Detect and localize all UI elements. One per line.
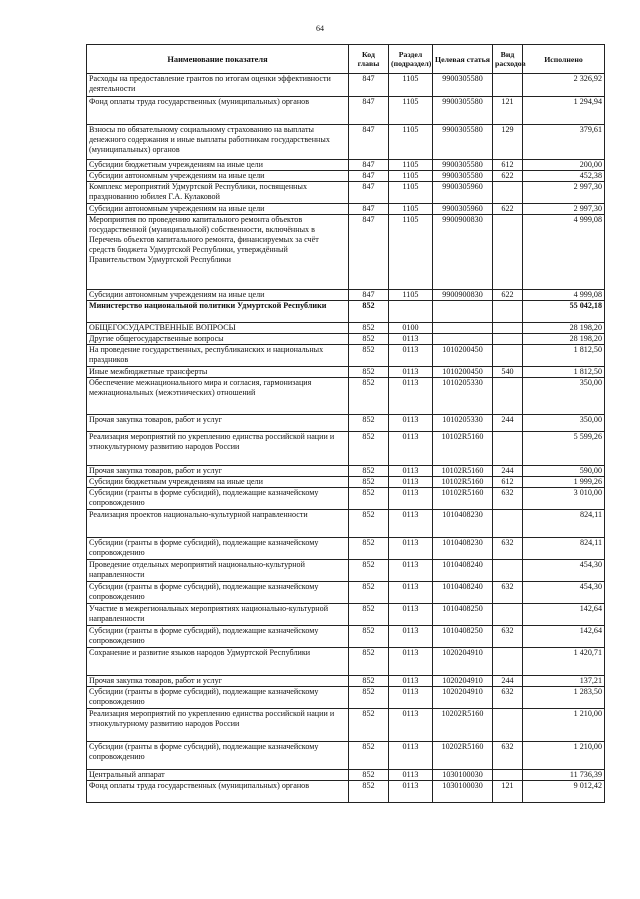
row-amount-cell: 1 812,50 (523, 345, 605, 367)
row-code-cell: 852 (349, 687, 389, 709)
row-name-cell: Реализация мероприятий по укреплению единства российской нации и этнокультурному развитию народов России (87, 432, 349, 466)
row-code-cell: 852 (349, 676, 389, 687)
row-target-cell (433, 334, 493, 345)
row-section-cell: 0113 (389, 488, 433, 510)
table-row (87, 538, 605, 560)
header-type: Вид расходов (493, 45, 523, 74)
row-type-cell (493, 323, 523, 334)
row-code-cell: 852 (349, 488, 389, 510)
row-name-cell: Субсидии (гранты в форме субсидий), подлежащие казначейскому сопровождению (87, 582, 349, 604)
table-row (87, 781, 605, 803)
table-row (87, 74, 605, 97)
row-section-cell: 0113 (389, 466, 433, 477)
row-section-cell: 0113 (389, 538, 433, 560)
row-amount-cell: 2 997,30 (523, 182, 605, 204)
row-amount-cell: 5 599,26 (523, 432, 605, 466)
row-name-cell: Министерство национальной политики Удмуртской Республики (87, 301, 349, 323)
row-amount-cell: 142,64 (523, 604, 605, 626)
row-amount-cell: 4 999,08 (523, 215, 605, 290)
row-amount-cell: 824,11 (523, 538, 605, 560)
row-section-cell: 1105 (389, 182, 433, 204)
row-section-cell: 1105 (389, 171, 433, 182)
row-name-cell: Субсидии (гранты в форме субсидий), подлежащие казначейскому сопровождению (87, 742, 349, 770)
row-amount-cell: 1 210,00 (523, 742, 605, 770)
row-amount-cell: 1 999,26 (523, 477, 605, 488)
row-code-cell: 852 (349, 323, 389, 334)
row-amount-cell: 1 210,00 (523, 709, 605, 742)
row-code-cell: 852 (349, 626, 389, 648)
row-section-cell: 0113 (389, 781, 433, 803)
table-row (87, 182, 605, 204)
row-code-cell: 852 (349, 538, 389, 560)
row-amount-cell: 824,11 (523, 510, 605, 538)
row-target-cell: 9900305580 (433, 125, 493, 160)
row-amount-cell: 2 997,30 (523, 204, 605, 215)
page-number: 64 (316, 24, 324, 33)
row-target-cell: 9900305580 (433, 171, 493, 182)
row-target-cell: 10202R5160 (433, 709, 493, 742)
row-target-cell: 1020204910 (433, 648, 493, 676)
table-body (87, 74, 605, 803)
row-section-cell: 0113 (389, 334, 433, 345)
row-code-cell: 852 (349, 301, 389, 323)
table-row (87, 160, 605, 171)
row-code-cell: 847 (349, 74, 389, 97)
table-row (87, 582, 605, 604)
row-section-cell: 0113 (389, 432, 433, 466)
row-amount-cell: 350,00 (523, 378, 605, 415)
row-name-cell: Реализация мероприятий по укреплению единства российской нации и этнокультурному развитию народов России (87, 709, 349, 742)
row-type-cell: 622 (493, 290, 523, 301)
table-row (87, 687, 605, 709)
row-name-cell: На проведение государственных, республиканских и национальных праздников (87, 345, 349, 367)
table-row (87, 204, 605, 215)
row-target-cell: 10102R5160 (433, 432, 493, 466)
table-row (87, 301, 605, 323)
row-name-cell: Взносы по обязательному социальному страхованию на выплаты денежного содержания и иные выплаты работникам государственных (муниципальных) органов (87, 125, 349, 160)
header-target: Целевая статья (433, 45, 493, 74)
row-type-cell: 244 (493, 676, 523, 687)
row-code-cell: 852 (349, 648, 389, 676)
table-header-row (87, 45, 605, 74)
row-code-cell: 852 (349, 582, 389, 604)
row-code-cell: 852 (349, 560, 389, 582)
row-type-cell: 632 (493, 582, 523, 604)
row-target-cell: 1010200450 (433, 367, 493, 378)
table-row (87, 125, 605, 160)
table-row (87, 626, 605, 648)
row-section-cell: 0113 (389, 560, 433, 582)
row-type-cell (493, 648, 523, 676)
row-type-cell: 632 (493, 687, 523, 709)
row-target-cell (433, 323, 493, 334)
row-section-cell: 0113 (389, 626, 433, 648)
row-section-cell: 1105 (389, 160, 433, 171)
row-code-cell: 847 (349, 125, 389, 160)
row-amount-cell: 200,00 (523, 160, 605, 171)
row-target-cell: 1010408250 (433, 604, 493, 626)
row-target-cell (433, 301, 493, 323)
row-name-cell: Прочая закупка товаров, работ и услуг (87, 466, 349, 477)
row-name-cell: Участие в межрегиональных мероприятиях национально-культурной направленности (87, 604, 349, 626)
row-target-cell: 1030100030 (433, 781, 493, 803)
row-type-cell: 121 (493, 97, 523, 125)
row-section-cell (389, 301, 433, 323)
row-name-cell: Иные межбюджетные трансферты (87, 367, 349, 378)
row-name-cell: Обеспечение межнационального мира и согласия, гармонизация межнациональных (межэтнических) отношений (87, 378, 349, 415)
table-row (87, 477, 605, 488)
row-target-cell: 10202R5160 (433, 742, 493, 770)
table-row (87, 345, 605, 367)
row-section-cell: 1105 (389, 97, 433, 125)
row-code-cell: 847 (349, 171, 389, 182)
row-section-cell: 0113 (389, 477, 433, 488)
table-row (87, 378, 605, 415)
row-code-cell: 847 (349, 204, 389, 215)
row-code-cell: 852 (349, 378, 389, 415)
row-name-cell: Субсидии автономным учреждениям на иные цели (87, 171, 349, 182)
row-code-cell: 852 (349, 781, 389, 803)
row-type-cell: 121 (493, 781, 523, 803)
row-section-cell: 1105 (389, 290, 433, 301)
row-name-cell: Расходы на предоставление грантов по итогам оценки эффективности деятельности (87, 74, 349, 97)
row-section-cell: 0113 (389, 709, 433, 742)
row-name-cell: Прочая закупка товаров, работ и услуг (87, 415, 349, 432)
row-amount-cell: 1 420,71 (523, 648, 605, 676)
row-type-cell: 622 (493, 204, 523, 215)
row-amount-cell: 142,64 (523, 626, 605, 648)
row-section-cell: 0113 (389, 604, 433, 626)
row-code-cell: 847 (349, 182, 389, 204)
row-target-cell: 9900900830 (433, 215, 493, 290)
row-amount-cell: 11 736,39 (523, 770, 605, 781)
table-row (87, 415, 605, 432)
row-amount-cell: 28 198,20 (523, 334, 605, 345)
table-row (87, 742, 605, 770)
row-section-cell: 0113 (389, 676, 433, 687)
row-amount-cell: 55 042,18 (523, 301, 605, 323)
row-target-cell: 9900305580 (433, 160, 493, 171)
row-section-cell: 0113 (389, 582, 433, 604)
table-row (87, 215, 605, 290)
row-amount-cell: 1 283,50 (523, 687, 605, 709)
table-row (87, 323, 605, 334)
row-type-cell (493, 709, 523, 742)
table-row (87, 488, 605, 510)
row-section-cell: 1105 (389, 215, 433, 290)
row-amount-cell: 1 294,94 (523, 97, 605, 125)
row-name-cell: Субсидии бюджетным учреждениям на иные цели (87, 477, 349, 488)
row-target-cell: 9900305960 (433, 182, 493, 204)
row-amount-cell: 2 326,92 (523, 74, 605, 97)
row-type-cell: 244 (493, 415, 523, 432)
row-name-cell: Субсидии автономным учреждениям на иные цели (87, 290, 349, 301)
table-row (87, 709, 605, 742)
header-code: Код главы (349, 45, 389, 74)
row-name-cell: Другие общегосударственные вопросы (87, 334, 349, 345)
table-row (87, 290, 605, 301)
row-amount-cell: 1 812,50 (523, 367, 605, 378)
row-code-cell: 847 (349, 97, 389, 125)
row-name-cell: Субсидии автономным учреждениям на иные цели (87, 204, 349, 215)
table-row (87, 466, 605, 477)
row-type-cell (493, 74, 523, 97)
row-target-cell: 1010200450 (433, 345, 493, 367)
table-row (87, 432, 605, 466)
row-target-cell: 9900900830 (433, 290, 493, 301)
row-name-cell: Фонд оплаты труда государственных (муниципальных) органов (87, 781, 349, 803)
row-section-cell: 0100 (389, 323, 433, 334)
row-amount-cell: 452,38 (523, 171, 605, 182)
row-type-cell (493, 770, 523, 781)
row-section-cell: 0113 (389, 687, 433, 709)
row-code-cell: 847 (349, 215, 389, 290)
row-target-cell: 1030100030 (433, 770, 493, 781)
row-code-cell: 852 (349, 466, 389, 477)
row-type-cell (493, 432, 523, 466)
row-amount-cell: 4 999,08 (523, 290, 605, 301)
row-code-cell: 852 (349, 709, 389, 742)
row-name-cell: Проведение отдельных мероприятий национально-культурной направленности (87, 560, 349, 582)
row-target-cell: 1010408240 (433, 582, 493, 604)
row-code-cell: 847 (349, 290, 389, 301)
row-section-cell: 0113 (389, 367, 433, 378)
table-row (87, 367, 605, 378)
row-target-cell: 10102R5160 (433, 466, 493, 477)
table-row (87, 770, 605, 781)
row-name-cell: Реализация проектов национально-культурной направленности (87, 510, 349, 538)
row-section-cell: 0113 (389, 415, 433, 432)
row-code-cell: 852 (349, 334, 389, 345)
row-type-cell: 244 (493, 466, 523, 477)
row-section-cell: 1105 (389, 74, 433, 97)
row-code-cell: 847 (349, 160, 389, 171)
row-amount-cell: 137,21 (523, 676, 605, 687)
row-target-cell: 1010408230 (433, 538, 493, 560)
row-type-cell: 540 (493, 367, 523, 378)
row-type-cell: 632 (493, 538, 523, 560)
header-section: Раздел (подраздел) (389, 45, 433, 74)
header-name: Наименование показателя (87, 45, 349, 74)
row-name-cell: Прочая закупка товаров, работ и услуг (87, 676, 349, 687)
row-name-cell: Сохранение и развитие языков народов Удмуртской Республики (87, 648, 349, 676)
row-code-cell: 852 (349, 770, 389, 781)
row-type-cell (493, 301, 523, 323)
row-type-cell (493, 510, 523, 538)
table-row (87, 334, 605, 345)
table-row (87, 510, 605, 538)
row-code-cell: 852 (349, 477, 389, 488)
row-code-cell: 852 (349, 367, 389, 378)
row-type-cell: 612 (493, 160, 523, 171)
table-row (87, 676, 605, 687)
row-type-cell (493, 604, 523, 626)
row-amount-cell: 454,30 (523, 560, 605, 582)
row-target-cell: 1010205330 (433, 415, 493, 432)
row-name-cell: Субсидии (гранты в форме субсидий), подлежащие казначейскому сопровождению (87, 488, 349, 510)
row-target-cell: 10102R5160 (433, 488, 493, 510)
row-type-cell (493, 560, 523, 582)
row-amount-cell: 28 198,20 (523, 323, 605, 334)
row-type-cell: 632 (493, 488, 523, 510)
row-amount-cell: 3 010,00 (523, 488, 605, 510)
row-target-cell: 1010408230 (433, 510, 493, 538)
row-target-cell: 9900305580 (433, 97, 493, 125)
row-section-cell: 0113 (389, 345, 433, 367)
row-code-cell: 852 (349, 415, 389, 432)
row-name-cell: Центральный аппарат (87, 770, 349, 781)
row-type-cell (493, 345, 523, 367)
row-amount-cell: 590,00 (523, 466, 605, 477)
row-type-cell: 129 (493, 125, 523, 160)
row-name-cell: Фонд оплаты труда государственных (муниципальных) органов (87, 97, 349, 125)
header-amount: Исполнено (523, 45, 605, 74)
row-code-cell: 852 (349, 345, 389, 367)
row-type-cell (493, 182, 523, 204)
row-section-cell: 0113 (389, 378, 433, 415)
row-amount-cell: 350,00 (523, 415, 605, 432)
row-target-cell: 1010408240 (433, 560, 493, 582)
row-name-cell: Субсидии (гранты в форме субсидий), подлежащие казначейскому сопровождению (87, 626, 349, 648)
row-type-cell: 632 (493, 626, 523, 648)
row-type-cell (493, 378, 523, 415)
row-section-cell: 1105 (389, 125, 433, 160)
row-type-cell: 622 (493, 171, 523, 182)
row-code-cell: 852 (349, 742, 389, 770)
row-name-cell: Мероприятия по проведению капитального ремонта объектов государственной (муниципальной) собственности, включённых в Перечень объектов капитального ремонта, финансируемых за счёт средств бюджета Удмуртской Республики, утверждённый Правительством Удмуртской Республики (87, 215, 349, 290)
row-name-cell: Комплекс мероприятий Удмуртской Республики, посвященных празднованию юбилея Г.А. Кулаковой (87, 182, 349, 204)
row-target-cell: 1010205330 (433, 378, 493, 415)
table-row (87, 560, 605, 582)
row-target-cell: 1020204910 (433, 687, 493, 709)
table-row (87, 648, 605, 676)
budget-execution-table (86, 44, 605, 803)
row-section-cell: 0113 (389, 510, 433, 538)
row-type-cell: 612 (493, 477, 523, 488)
table-row (87, 171, 605, 182)
row-code-cell: 852 (349, 510, 389, 538)
row-section-cell: 1105 (389, 204, 433, 215)
row-type-cell (493, 215, 523, 290)
row-target-cell: 9900305960 (433, 204, 493, 215)
row-name-cell: Субсидии (гранты в форме субсидий), подлежащие казначейскому сопровождению (87, 538, 349, 560)
row-code-cell: 852 (349, 432, 389, 466)
row-name-cell: Субсидии бюджетным учреждениям на иные цели (87, 160, 349, 171)
row-amount-cell: 454,30 (523, 582, 605, 604)
row-section-cell: 0113 (389, 770, 433, 781)
row-code-cell: 852 (349, 604, 389, 626)
row-name-cell: ОБЩЕГОСУДАРСТВЕННЫЕ ВОПРОСЫ (87, 323, 349, 334)
row-section-cell: 0113 (389, 648, 433, 676)
row-type-cell: 632 (493, 742, 523, 770)
row-section-cell: 0113 (389, 742, 433, 770)
table-row (87, 97, 605, 125)
row-amount-cell: 379,61 (523, 125, 605, 160)
row-type-cell (493, 334, 523, 345)
table-row (87, 604, 605, 626)
row-target-cell: 1010408250 (433, 626, 493, 648)
row-target-cell: 1020204910 (433, 676, 493, 687)
row-name-cell: Субсидии (гранты в форме субсидий), подлежащие казначейскому сопровождению (87, 687, 349, 709)
row-target-cell: 10102R5160 (433, 477, 493, 488)
row-amount-cell: 9 012,42 (523, 781, 605, 803)
row-target-cell: 9900305580 (433, 74, 493, 97)
